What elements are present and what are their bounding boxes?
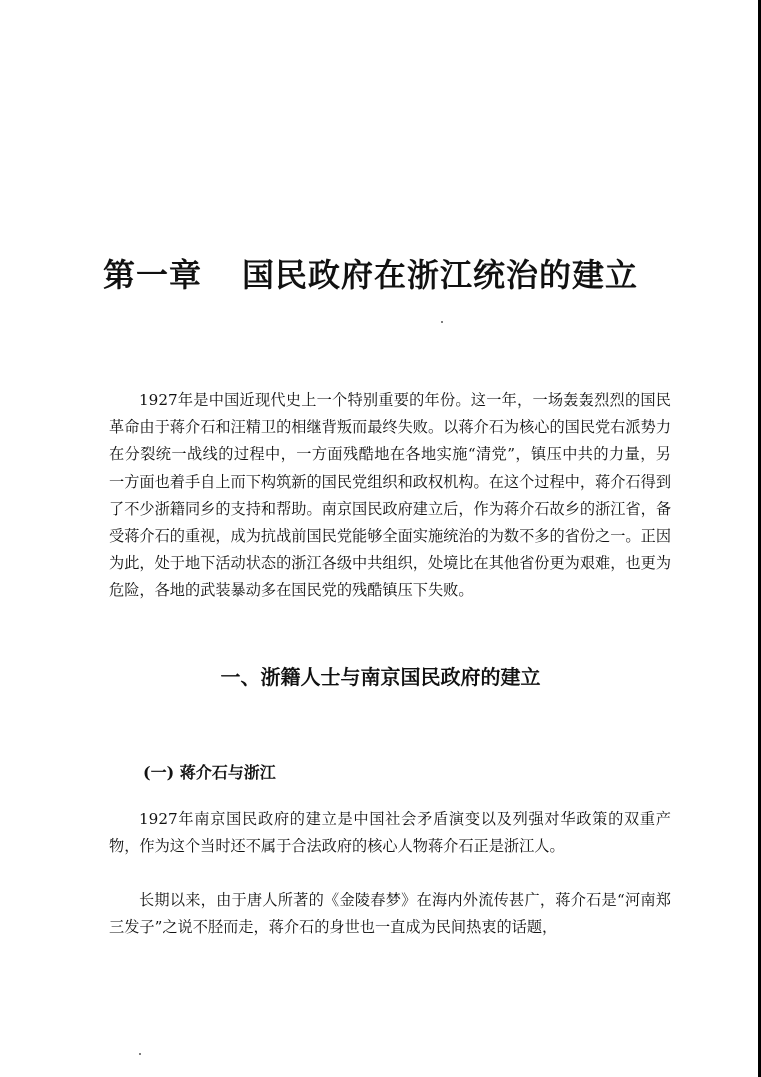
section-heading: 一、浙籍人士与南京国民政府的建立: [220, 665, 541, 689]
subsection-heading: (一) 蒋介石与浙江: [143, 763, 276, 782]
chapter-number: 第一章: [103, 256, 203, 294]
body-paragraph: 长期以来，由于唐人所著的《金陵春梦》在海内外流传甚广，蒋介石是“河南郑三发子”之说不胫而走，蒋介石的身世也一直成为民间热衷的话题，: [109, 891, 671, 937]
chapter-title-text: 国民政府在浙江统治的建立: [242, 256, 639, 294]
scan-speck: [441, 321, 443, 323]
chapter-title: [103, 250, 703, 296]
body-paragraph: 1927年南京国民政府的建立是中国社会矛盾演变以及列强对华政策的双重产物，作为这个当时还不属于合法政府的核心人物蒋介石正是浙江人。: [109, 810, 671, 856]
intro-paragraph: 1927年是中国近现代史上一个特别重要的年份。这一年，一场轰轰烈烈的国民革命由于蒋介石和汪精卫的相继背叛而最终失败。以蒋介石为核心的国民党右派势力在分裂统一战线的过程中，一方面残酷地在各地实施“清党”，镇压中共的力量，另一方面也着手自上而下构筑新的国民党组织和政权机构。在这个过程中，蒋介石得到了不少浙籍同乡的支持和帮助。南京国民政府建立后，作为蒋介石故乡的浙江省，备受蒋介石的重视，成为抗战前国民党能够全面实施统治的为数不多的省份之一。正因为此，处于地下活动状态的浙江各级中共组织，处境比在其他省份更为艰难，也更为危险，各地的武装暴动多在国民党的残酷镇压下失败。: [109, 391, 671, 600]
scan-speck: [139, 1053, 141, 1055]
